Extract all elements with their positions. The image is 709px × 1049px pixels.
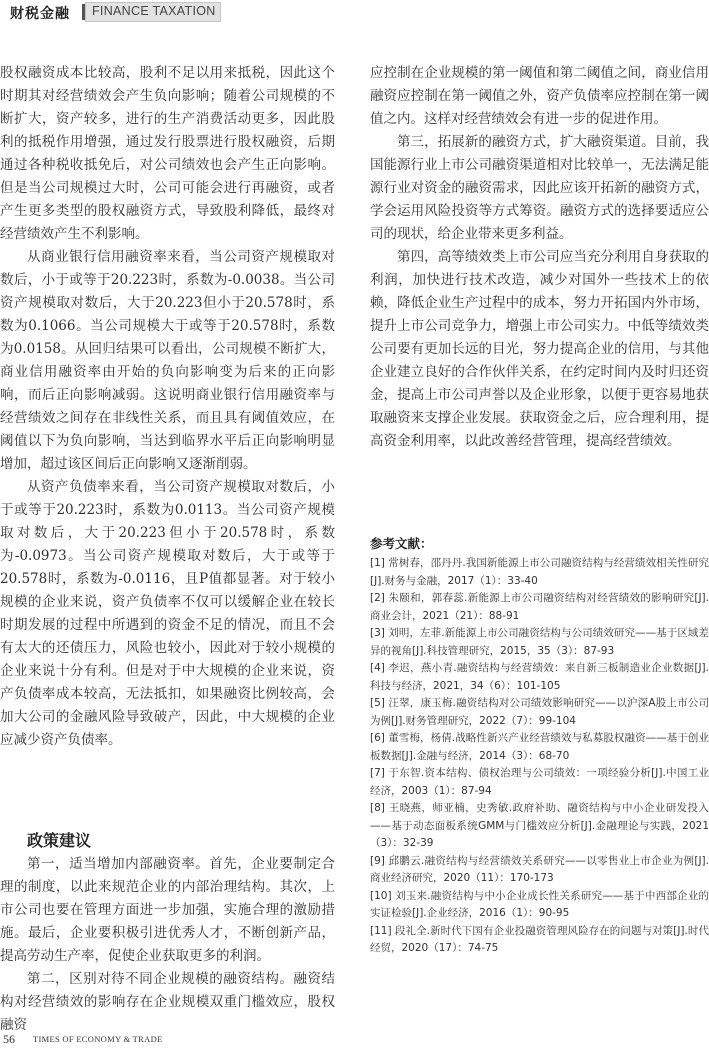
references-title: 参考文献：: [370, 536, 433, 551]
reference-item: [4] 李迟，燕小青.融资结构与经营绩效：来自新三板制造业企业数据[J].科技与经济，2021，34（6）：101-105: [370, 662, 709, 692]
page-footer: [0, 1030, 709, 1049]
reference-item: [8] 王晓燕，师亚楠，史秀敏.政府补助、融资结构与中小企业研发投入——基于动态面板系统GMM与门槛效应分析[J].金融理论与实践，2021（3）：32-39: [370, 802, 709, 849]
reference-item: [5] 汪翠，康玉梅.融资结构对公司绩效影响研究——以沪深A股上市公司为例[J].财务管理研究，2022（7）：99-104: [370, 697, 709, 727]
header-section-en: FINANCE TAXATION: [92, 4, 216, 18]
body-paragraph: 第二，区别对待不同企业规模的融资结构。融资结构对经营绩效的影响存在企业规模双重门槛效应，股权融资: [0, 971, 335, 1033]
body-paragraph: 第三，拓展新的融资方式，扩大融资渠道。目前，我国能源行业上市公司融资渠道相对比较单一，无法满足能源行业对资金的融资需求，因此应该开拓新的融资方式，学会运用风险投资等方式筹资。融资方式的选择要适应公司的现状，给企业带来更多利益。: [370, 134, 709, 242]
body-paragraph: 股权融资成本比较高，股利不足以用来抵税，因此这个时期其对经营绩效会产生负向影响；随着公司规模的不断扩大，资产较多，进行的生产消费活动更多，因此股利的抵税作用增强，通过发行股票进行股权融资，后期通过各种税收抵免后，对公司绩效也会产生正向影响。但是当公司规模过大时，公司可能会进行再融资，或者产生更多类型的股权融资方式，导致股利降低，最终对经营绩效产生不利影响。: [0, 65, 335, 242]
left-column-policy: [0, 853, 335, 1037]
reference-item: [6] 董雪梅，杨倩.战略性新兴产业经营绩效与私募股权融资——基于创业板数据[J].金融与经济，2014（3）：68-70: [370, 732, 709, 762]
reference-item: [1] 常树春，邵丹丹.我国新能源上市公司融资结构与经营绩效相关性研究[J].财务与金融，2017（1）：33-40: [370, 557, 709, 587]
reference-item: [10] 刘玉来.融资结构与中小企业成长性关系研究——基于中西部企业的实证检验[J].企业经济，2016（1）：90-95: [370, 889, 709, 919]
body-paragraph: 应控制在企业规模的第一阈值和第二阈值之间，商业信用融资应控制在第一阈值之外，资产负债率应控制在第一阈值之内。这样对经营绩效会有进一步的促进作用。: [370, 65, 709, 127]
body-paragraph: 第四，高等绩效类上市公司应当充分利用自身获取的利润，加快进行技术改造，减少对国外一些技术上的依赖，降低企业生产过程中的成本，努力开拓国内外市场，提升上市公司竞争力，增强上市公司实力。中低等绩效类公司要有更加长远的目光，努力提高企业的信用，与其他企业建立良好的合作伙伴关系，在约定时间内及时归还资金，提高上市公司声誉以及企业形象，以便于更容易地获取融资来支撑企业发展。获取资金之后，应合理利用，提高资金利用率，以此改善经营管理，提高经营绩效。: [370, 249, 709, 449]
body-paragraph: 第一，适当增加内部融资率。首先，企业要制定合理的制度，以此来规范企业的内部治理结构。其次，上市公司也要在管理方面进一步加强，实施合理的激励措施。最后，企业要积极引进优秀人才，不断创新产品，提高劳动生产率，促使企业获取更多的利润。: [0, 856, 335, 964]
page-header: [0, 0, 709, 23]
references-list: [370, 555, 709, 958]
reference-item: [7] 于东智.资本结构、债权治理与公司绩效：一项经验分析[J].中国工业经济，2003（1）：87-94: [370, 767, 709, 797]
header-brand: 财税金融: [10, 6, 70, 22]
right-column: [370, 62, 709, 453]
body-paragraph: 从资产负债率来看，当公司资产规模取对数后，小于或等于20.223时，系数为0.0113。当公司资产规模取对数后，大于20.223但小于20.578时，系数为-0.0973。当公司资产规模取对数后，大于或等于20.578时，系数为-0.0116，且P值都显著。对于较小规模的企业来说，资产负债率不仅可以缓解企业在较长时期发展的过程中所遇到的资金不足的情况，而且不会有太大的还债压力，风险也较小，因此对于较小规模的企业来说十分有利。但是对于中大规模的企业来说，资产负债率成本较高，无法抵扣，如果融资比例较高，会加大公司的金融风险导致破产，因此，中大规模的企业应减少资产负债率。: [0, 479, 335, 748]
page-number: 56: [3, 1032, 15, 1046]
left-column: [0, 62, 335, 752]
reference-item: [9] 邱鹏云.融资结构与经营绩效关系研究——以零售业上市企业为例[J].商业经济研究，2020（11）：170-173: [370, 854, 709, 884]
body-paragraph: 从商业银行信用融资率来看，当公司资产规模取对数后，小于或等于20.223时，系数为-0.0038。当公司资产规模取对数后，大于20.223但小于20.578时，系数为0.1066。当公司规模大于或等于20.578时，系数为0.0158。从回归结果可以看出，公司规模不断扩大，商业信用融资率由开始的负向影响变为后来的正向影响，而后正向影响减弱。这说明商业银行信用融资率与经营绩效之间存在非线性关系，而且具有阈值效应，在阈值以下为负向影响，当达到临界水平后正向影响明显增加，超过该区间后正向影响又逐渐削弱。: [0, 249, 335, 472]
section-title: 政策建议: [27, 831, 92, 850]
reference-item: [11] 段礼全.新时代下国有企业投融资管理风险存在的问题与对策[J].时代经贸，2020（17）：74-75: [370, 924, 709, 954]
publication-name: TIMES OF ECONOMY & TRADE: [33, 1034, 163, 1044]
reference-item: [2] 朱颐和，郭春蕊.新能源上市公司融资结构对经营绩效的影响研究[J].商业会计，2021（21）：88-91: [370, 592, 709, 622]
reference-item: [3] 刘明，左菲.新能源上市公司融资结构与公司绩效研究——基于区域差异的视角[J].科技管理研究，2015，35（3）：87-93: [370, 627, 709, 657]
